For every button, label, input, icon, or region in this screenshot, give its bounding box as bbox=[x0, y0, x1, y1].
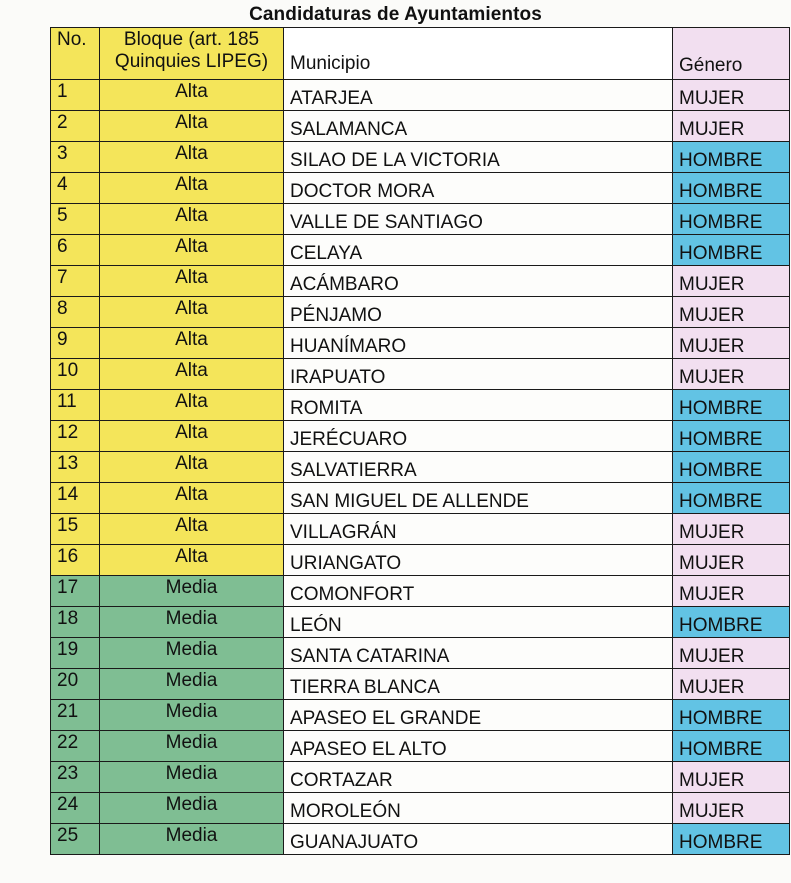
row-bloque: Alta bbox=[100, 359, 284, 390]
row-bloque: Alta bbox=[100, 483, 284, 514]
table-row bbox=[51, 328, 790, 359]
table-body bbox=[51, 80, 790, 855]
row-number: 11 bbox=[51, 390, 100, 421]
table-row bbox=[51, 762, 790, 793]
row-number: 7 bbox=[51, 266, 100, 297]
row-genero: MUJER bbox=[673, 111, 790, 142]
row-bloque: Alta bbox=[100, 514, 284, 545]
table-row bbox=[51, 731, 790, 762]
row-municipio: HUANÍMARO bbox=[284, 328, 673, 359]
row-genero: HOMBRE bbox=[673, 452, 790, 483]
row-bloque: Media bbox=[100, 669, 284, 700]
row-municipio: GUANAJUATO bbox=[284, 824, 673, 855]
row-number: 10 bbox=[51, 359, 100, 390]
row-bloque: Alta bbox=[100, 204, 284, 235]
row-municipio: LEÓN bbox=[284, 607, 673, 638]
row-genero: HOMBRE bbox=[673, 204, 790, 235]
table-row bbox=[51, 266, 790, 297]
row-bloque: Alta bbox=[100, 297, 284, 328]
table-row bbox=[51, 545, 790, 576]
row-bloque: Alta bbox=[100, 421, 284, 452]
row-number: 3 bbox=[51, 142, 100, 173]
table-row bbox=[51, 204, 790, 235]
table-row bbox=[51, 80, 790, 111]
row-municipio: TIERRA BLANCA bbox=[284, 669, 673, 700]
row-number: 15 bbox=[51, 514, 100, 545]
table-row bbox=[51, 390, 790, 421]
row-genero: MUJER bbox=[673, 669, 790, 700]
table-row bbox=[51, 514, 790, 545]
header-municipio: Municipio bbox=[284, 28, 673, 80]
row-municipio: MOROLEÓN bbox=[284, 793, 673, 824]
table-row bbox=[51, 576, 790, 607]
row-number: 17 bbox=[51, 576, 100, 607]
row-municipio: IRAPUATO bbox=[284, 359, 673, 390]
row-number: 6 bbox=[51, 235, 100, 266]
row-genero: HOMBRE bbox=[673, 421, 790, 452]
row-genero: MUJER bbox=[673, 266, 790, 297]
row-bloque: Media bbox=[100, 793, 284, 824]
row-number: 18 bbox=[51, 607, 100, 638]
row-bloque: Media bbox=[100, 824, 284, 855]
table-row bbox=[51, 607, 790, 638]
row-number: 22 bbox=[51, 731, 100, 762]
row-genero: MUJER bbox=[673, 576, 790, 607]
table-row bbox=[51, 669, 790, 700]
row-genero: MUJER bbox=[673, 545, 790, 576]
row-municipio: APASEO EL GRANDE bbox=[284, 700, 673, 731]
table-title: Candidaturas de Ayuntamientos bbox=[249, 4, 542, 25]
row-bloque: Alta bbox=[100, 545, 284, 576]
row-municipio: ROMITA bbox=[284, 390, 673, 421]
row-municipio: JERÉCUARO bbox=[284, 421, 673, 452]
row-number: 20 bbox=[51, 669, 100, 700]
row-municipio: DOCTOR MORA bbox=[284, 173, 673, 204]
row-bloque: Alta bbox=[100, 173, 284, 204]
table-row bbox=[51, 235, 790, 266]
row-genero: MUJER bbox=[673, 793, 790, 824]
row-bloque: Media bbox=[100, 607, 284, 638]
row-genero: HOMBRE bbox=[673, 142, 790, 173]
table-row bbox=[51, 638, 790, 669]
row-genero: HOMBRE bbox=[673, 700, 790, 731]
row-number: 2 bbox=[51, 111, 100, 142]
row-genero: HOMBRE bbox=[673, 824, 790, 855]
row-number: 14 bbox=[51, 483, 100, 514]
row-genero: HOMBRE bbox=[673, 390, 790, 421]
header-no: No. bbox=[51, 28, 100, 80]
row-genero: MUJER bbox=[673, 297, 790, 328]
row-municipio: SANTA CATARINA bbox=[284, 638, 673, 669]
header-genero: Género bbox=[673, 28, 790, 80]
row-bloque: Alta bbox=[100, 111, 284, 142]
row-genero: MUJER bbox=[673, 80, 790, 111]
row-bloque: Media bbox=[100, 762, 284, 793]
row-municipio: URIANGATO bbox=[284, 545, 673, 576]
row-number: 24 bbox=[51, 793, 100, 824]
row-municipio: CELAYA bbox=[284, 235, 673, 266]
row-municipio: CORTAZAR bbox=[284, 762, 673, 793]
row-bloque: Alta bbox=[100, 328, 284, 359]
row-bloque: Media bbox=[100, 638, 284, 669]
row-genero: HOMBRE bbox=[673, 731, 790, 762]
row-municipio: VILLAGRÁN bbox=[284, 514, 673, 545]
row-number: 5 bbox=[51, 204, 100, 235]
row-municipio: SAN MIGUEL DE ALLENDE bbox=[284, 483, 673, 514]
table-row bbox=[51, 173, 790, 204]
row-bloque: Alta bbox=[100, 452, 284, 483]
row-municipio: PÉNJAMO bbox=[284, 297, 673, 328]
row-bloque: Alta bbox=[100, 80, 284, 111]
row-municipio: SALAMANCA bbox=[284, 111, 673, 142]
row-number: 25 bbox=[51, 824, 100, 855]
header-bloque-line2: Quinquies LIPEG) bbox=[114, 50, 269, 72]
row-bloque: Media bbox=[100, 576, 284, 607]
row-bloque: Media bbox=[100, 731, 284, 762]
row-bloque: Alta bbox=[100, 142, 284, 173]
row-number: 21 bbox=[51, 700, 100, 731]
table-row bbox=[51, 359, 790, 390]
candidaturas-table bbox=[50, 27, 790, 855]
table-row bbox=[51, 142, 790, 173]
table-row bbox=[51, 483, 790, 514]
row-genero: MUJER bbox=[673, 328, 790, 359]
table-row bbox=[51, 824, 790, 855]
row-genero: MUJER bbox=[673, 762, 790, 793]
row-bloque: Alta bbox=[100, 266, 284, 297]
row-genero: MUJER bbox=[673, 514, 790, 545]
row-number: 13 bbox=[51, 452, 100, 483]
row-municipio: ACÁMBARO bbox=[284, 266, 673, 297]
row-municipio: COMONFORT bbox=[284, 576, 673, 607]
table-row bbox=[51, 111, 790, 142]
row-bloque: Alta bbox=[100, 390, 284, 421]
row-number: 4 bbox=[51, 173, 100, 204]
table-row bbox=[51, 421, 790, 452]
row-genero: MUJER bbox=[673, 359, 790, 390]
row-municipio: APASEO EL ALTO bbox=[284, 731, 673, 762]
table-row bbox=[51, 297, 790, 328]
header-row bbox=[51, 28, 790, 80]
table-row bbox=[51, 452, 790, 483]
row-genero: HOMBRE bbox=[673, 483, 790, 514]
row-bloque: Alta bbox=[100, 235, 284, 266]
row-municipio: SALVATIERRA bbox=[284, 452, 673, 483]
row-number: 9 bbox=[51, 328, 100, 359]
row-bloque: Media bbox=[100, 700, 284, 731]
header-bloque-line1: Bloque (art. 185 bbox=[123, 29, 260, 50]
table-row bbox=[51, 793, 790, 824]
row-number: 16 bbox=[51, 545, 100, 576]
row-municipio: SILAO DE LA VICTORIA bbox=[284, 142, 673, 173]
row-genero: HOMBRE bbox=[673, 607, 790, 638]
row-municipio: ATARJEA bbox=[284, 80, 673, 111]
row-number: 12 bbox=[51, 421, 100, 452]
row-number: 8 bbox=[51, 297, 100, 328]
row-genero: MUJER bbox=[673, 638, 790, 669]
table-row bbox=[51, 700, 790, 731]
row-genero: HOMBRE bbox=[673, 173, 790, 204]
header-bloque bbox=[100, 28, 284, 80]
row-number: 1 bbox=[51, 80, 100, 111]
row-municipio: VALLE DE SANTIAGO bbox=[284, 204, 673, 235]
row-number: 23 bbox=[51, 762, 100, 793]
row-number: 19 bbox=[51, 638, 100, 669]
row-genero: HOMBRE bbox=[673, 235, 790, 266]
